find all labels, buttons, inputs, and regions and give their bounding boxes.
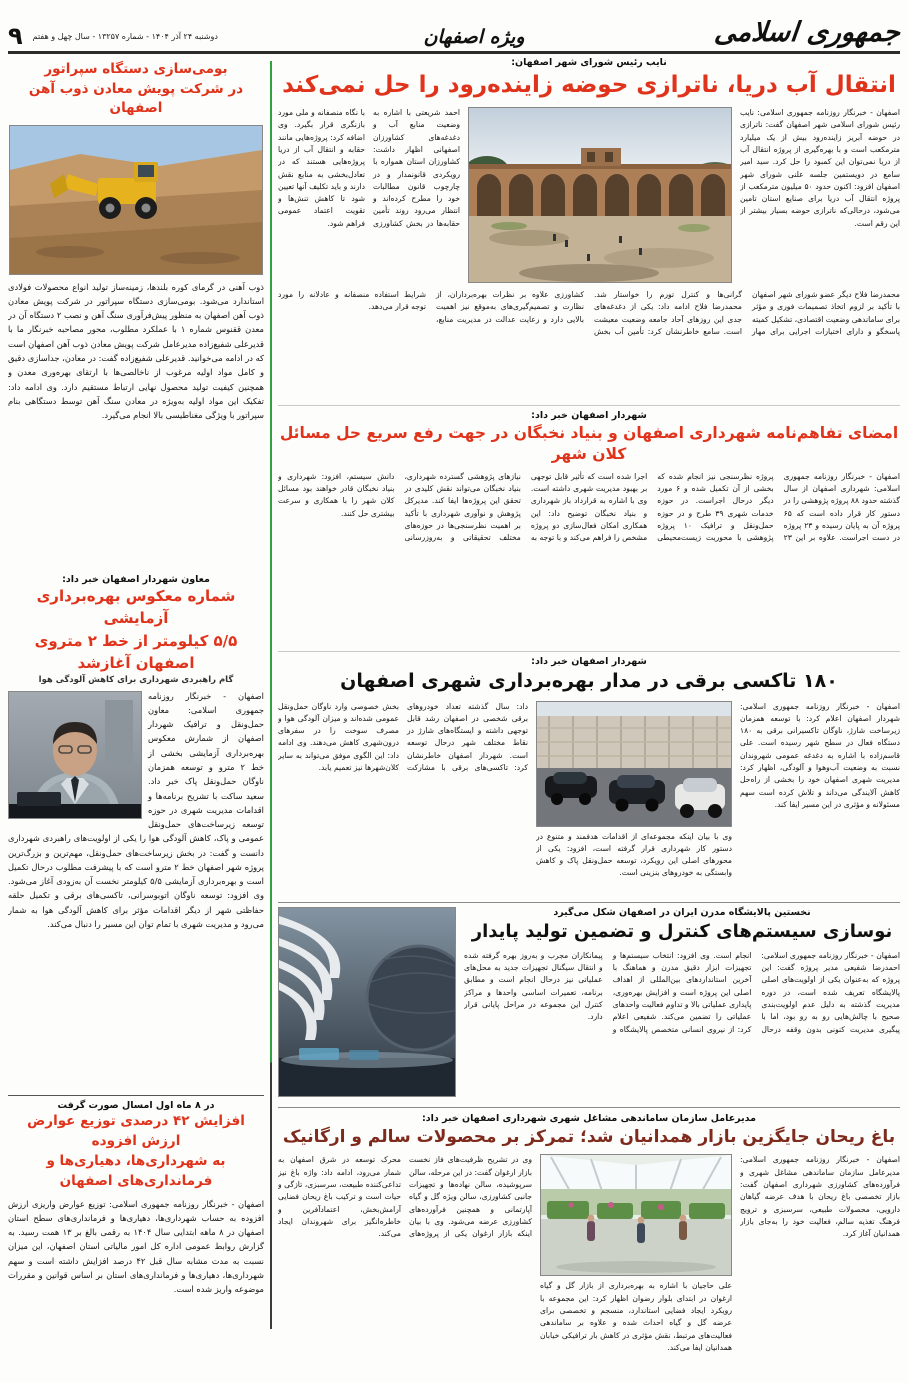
article-sea-water-transfer xyxy=(278,57,900,401)
article-body: ذوب آهنی در گرمای کوره بلندها، زمینه‌ساز تولید انواع محصولات فولادی استاندارد می‌شود. بومی‌سازی دستگاه سپراتور در شرکت پویش معادن ذوب آهن اصفهان به منظور پیش‌فرآوری سنگ آهن و نصب ۲ دستگاه آن در معدن ققنوس شماره ۱ با عملکرد مطلوب، محور مصاحبه خبرنگار ما با قدیرعلی شفیع‌زاده مدیرعامل شرکت پویش معادن ذوب آهن اصفهان است که در ادامه می‌خوانید. قدیرعلی شفیع‌زاده گفت: در معادن، جداسازی دقیق و کامل مواد اولیه مرغوب از ناخالصی‌ها با ارتقای بهره‌وری معدن و همچنین کیفیت تولید محصول نهایی ارتباط مستقیم دارد. وی ادامه داد: تفکیک این مواد اولیه به‌ویژه در معادن سنگ آهن توسط دستگاهی بنام سپراتور با ویژگی مغناطیسی بالا انجام می‌گیرد. xyxy=(8,281,264,421)
photo-electric-taxis xyxy=(536,701,732,827)
photo-khaju-bridge xyxy=(468,107,732,283)
article-body: داد: سال گذشته تعداد خودروهای برقی شخصی در اصفهان رشد قابل توجهی داشته و ایستگاه‌های شارژ در نقاط مختلف شهر درحال توسعه است. شهردار اصفهان خاطرنشان کرد: تاکسی‌های برقی با مشارکت بخش خصوصی وارد ناوگان حمل‌ونقل عمومی شده‌اند و میزان آلودگی هوا و مصرف سوخت را در سفرهای درون‌شهری کاهش می‌دهند. وی ادامه داد: این الگوی موفق می‌تواند به سایر کلان‌شهرها نیز تعمیم یابد. xyxy=(278,701,528,773)
article-divider xyxy=(278,651,900,652)
photo-wheel-loader xyxy=(9,125,263,275)
article-headline xyxy=(8,1111,264,1192)
page-header xyxy=(8,2,900,54)
article-kicker: مدیرعامل سازمان ساماندهی مشاغل شهری شهرداری اصفهان خبر داد: xyxy=(421,1112,757,1124)
photo-greenhouse-market xyxy=(540,1154,732,1276)
article-body: وی در تشریح ظرفیت‌های فاز نخست بازار ارغوان گفت: در این مرحله، سالن سرپوشیده، سالن نهاده‌ها و تجهیزات جانبی کشاورزی، سالن ویژه گل و گیاه آپارتمانی و همچنین فرآورده‌های کشاورزی عرضه می‌شود. وی با بیان اینکه بازار ارغوان یکی از پروژه‌های محرک توسعه در شرق اصفهان به شمار می‌رود، ادامه داد: واژه باغ نیز تداعی‌کننده طبیعت، سرسبزی، تازگی و حیات است و ترکیب باغ ریحان فضایی آرامش‌بخش، اعتمادآفرین و خاطره‌انگیز برای شهروندان ایجاد می‌کند. xyxy=(278,1155,532,1239)
main-section xyxy=(278,57,900,1352)
article-headline xyxy=(8,585,264,675)
article-headline xyxy=(8,57,264,119)
article-body: اصفهان - خبرنگار روزنامه جمهوری اسلامی: توزیع عوارض واریزی ارزش افزوده به حساب شهرداری‌ها، دهیاری‌ها و فرمانداری‌های سطح استان اصفهان در ۸ ماهه ابتدایی سال ۱۴۰۴ به رقمی بالغ بر ۱۳ همت رسید. به گزارش روابط عمومی اداره کل امور مالیاتی استان اصفهان، این میزان نسبت به مدت مشابه سال قبل ۴۲ درصد افزایش داشته است و سهم شهرداری‌ها، دهیاری‌ها و فرمانداری‌های استان بر اساس قوانین و مقررات موضوعه واریز شده است. xyxy=(8,1198,264,1295)
headline-line-1: شماره معکوس بهره‌برداری آزمایشی xyxy=(36,586,236,628)
article-kicker: در ۸ ماه اول امسال صورت گرفت xyxy=(57,1099,215,1111)
article-body: اصفهان - خبرنگار روزنامه جمهوری اسلامی: نایب رئیس شورای اسلامی شهر اصفهان گفت: ناترازی در حوضه آبریز زاینده‌رود بیش از یک میلیارد مترمکعب است و با بهره‌گیری از پروژه انتقال آب از دریا نمی‌توان این کمبود را حل کرد. سید امیر سامع در دویستمین جلسه علنی شورای شهر اصفهان افزود: اکنون حدود ۵۰ میلیون مترمکعب از پروژه انتقال آب دریا برای صنایع استان تامین می‌شود، درحالی‌که ناترازی حوضه بسیار بیشتر از این رقم است. xyxy=(740,108,900,228)
headline-line-2: به شهرداری‌ها، دهیاری‌ها و فرمانداری‌های اصفهان xyxy=(46,1153,226,1190)
article-kicker: معاون شهردار اصفهان خبر داد: xyxy=(62,573,210,585)
article-kicker: نخستین پالایشگاه مدرن ایران در اصفهان شکل می‌گیرد xyxy=(553,906,811,918)
article-kicker: شهردار اصفهان خبر داد: xyxy=(531,410,647,422)
article-body-wrap xyxy=(8,689,264,1089)
headline-line-2: در شرکت پویش معادن ذوب آهن اصفهان xyxy=(28,80,244,117)
article-body: احمد شریعتی با اشاره به وضعیت منابع آب و دغدغه‌های کشاورزان اصفهانی اظهار داشت: کشاورزان استان همواره با رویکردی قانونمدار و در چارچوب قانون مطالبات خود را مطرح کرده‌اند و انتظار می‌رود روند تأمین حقابه‌ها در بخش کشاورزی با نگاه منصفانه و ملی مورد بازنگری قرار بگیرد. وی اضافه کرد: پروژه‌هایی مانند حقابه و انتقال آب از دریا پروژه‌هایی هستند که در تعادل‌بخشی به منابع نقش دارند و باید تکلیف آنها تعیین شود تا کاهش تنش‌ها و تقویت اعتماد عمومی فراهم شود. xyxy=(278,108,460,228)
article-body: وی با بیان اینکه مجموعه‌ای از اقدامات هدفمند و متنوع در دستور کار شهرداری قرار گرفته است، افزود: یکی از محورهای اصلی این رویکرد، توسعه حمل‌ونقل پاک و کاهش وابستگی به خودروهای بنزینی است. xyxy=(536,831,732,878)
section-title: ویژه اصفهان xyxy=(423,26,525,48)
headline-line-1: افزایش ۴۲ درصدی توزیع عوارض ارزش افزوده xyxy=(27,1112,245,1149)
article-vat-distribution-increase xyxy=(8,1095,264,1383)
article-body: اصفهان - خبرنگار روزنامه جمهوری اسلامی: احمدرضا شفیعی مدیر پروژه گفت: این پروژه که به‌عنوان یکی از اولویت‌های اصلی پالایشگاه تعریف شده است، در دوره مدیریت گذشته به دلیل عدم اولویت‌بندی صحیح با چالش‌هایی رو به رو بود، اما با پیگیری مدیریت کنونی بدون وقفه درحال انجام است. وی افزود: انتخاب سیستم‌ها و تجهیزات ابزار دقیق مدرن و هماهنگ با آخرین استانداردهای بین‌المللی از اهداف اصلی این پروژه است و افزایش بهره‌وری، پایداری عملیاتی بالا و تداوم فعالیت واحدهای عملیاتی را تضمین می‌کند. شفیعی اعلام کرد: از نیروی انسانی متخصص پالایشگاه و پیمانکاران مجرب و به‌روز بهره گرفته شده و انتقال سیگنال تجهیزات جدید به محل‌های عملیاتی نیز درحال انجام است و مطابق برنامه، تعمیرات اساسی واحدها و مراکز کنترل این مجموعه در مراحل پایانی قرار دارد. xyxy=(464,950,900,1034)
article-separator-localization xyxy=(8,57,264,566)
article-photo-column xyxy=(536,701,732,897)
article-body: اصفهان - خبرنگار روزنامه جمهوری اسلامی: شهردار اصفهان اعلام کرد: با توسعه همزمان زیرساخت شارژ، ناوگان تاکسیرانی برقی به ۱۸۰ دستگاه فعال در سطح شهر رسیده است. علی قاسم‌زاده با اشاره به دغدغه عمومی شهروندان نسبت به وضعیت آب‌وهوا و آلودگی، اظهار کرد: مدیریت شهری اصفهان خود را بخشی از راه‌حل کاهش آلایندگی می‌داند و تلاش کرده است سهم مسئولانه و مؤثری در این مسیر ایفا کند. xyxy=(740,701,900,809)
column-divider xyxy=(270,61,272,1329)
photo-control-room xyxy=(278,907,456,1097)
side-section xyxy=(8,57,264,1329)
article-body: اصفهان - خبرنگار روزنامه جمهوری اسلامی: معاون حمل‌ونقل و ترافیک شهردار اصفهان از شمارش معکوس بهره‌برداری آزمایشی بخشی از خط ۲ مترو و توسعه همزمان ناوگان حمل‌ونقل پاک خبر داد. سعید ساکت با تشریح برنامه‌ها و اقدامات مدیریت شهری در حوزه توسعه زیرساخت‌های حمل‌ونقل عمومی و پاک، کاهش آلودگی هوا را یکی از اولویت‌های راهبردی شهرداری دانست و گفت: در بخش زیرساخت‌های حمل‌ونقل، مهم‌ترین و بزرگ‌ترین پروژه شهر اصفهان خط ۲ مترو است که با پیشرفت مطلوب درحال تکمیل است و بهره‌برداری آزمایشی ۵/۵ کیلومتر نخست آن به‌زودی آغاز می‌شود. وی افزود: توسعه ناوگان اتوبوسرانی، تاکسی‌های برقی و تکمیل حلقه حفاظتی شهر از دیگر اقدامات مؤثر برای کاهش آلودگی هوا به شمار می‌رود و مدیریت شهری با تمام توان این مسیر را دنبال می‌کند. xyxy=(8,690,264,929)
article-electric-taxis xyxy=(278,656,900,897)
article-body-row xyxy=(278,701,900,897)
photo-deputy-mayor-portrait xyxy=(8,691,142,819)
article-main xyxy=(464,907,900,1103)
header-meta xyxy=(8,24,258,48)
headline-line-1: بومی‌سازی دستگاه سپراتور xyxy=(44,61,228,77)
article-body-row xyxy=(278,1154,900,1354)
article-body-row xyxy=(278,107,900,283)
article-headline: ۱۸۰ تاکسی برقی در مدار بهره‌برداری شهری اصفهان xyxy=(340,669,838,692)
article-photo-column xyxy=(540,1154,732,1354)
article-metro-line2-countdown xyxy=(8,574,264,1089)
newspaper-masthead: جمهوری اسلامی xyxy=(712,17,902,48)
headline-line-2: ۵/۵ کیلومتر از خط ۲ متروی اصفهان آغازشد xyxy=(34,631,238,673)
article-refinery-control-systems xyxy=(278,902,900,1108)
article-headline: باغ ریحان جایگزین بازار همدانیان شد؛ تمرکز بر محصولات سالم و ارگانیک xyxy=(282,1126,896,1147)
article-basil-garden-market xyxy=(278,1113,900,1355)
article-body: اصفهان - خبرنگار روزنامه جمهوری اسلامی: مدیرعامل سازمان ساماندهی مشاغل شهری و فرآورده‌های کشاورزی شهرداری اصفهان گفت: بازار تخصصی باغ ریحان با هدف عرضه گیاهان دارویی، محصولات طبیعی، سرسبزی و ترویج فرهنگ تغذیه سالم، فعالیت خود را به‌جای بازار همدانیان آغاز کرد. xyxy=(740,1155,900,1239)
article-subkicker: گام راهبردی شهرداری برای کاهش آلودگی هوا xyxy=(38,674,234,685)
page-number: ۹ xyxy=(8,22,23,50)
article-mou-elites-foundation xyxy=(278,410,900,647)
article-kicker: نایب رئیس شورای شهر اصفهان: xyxy=(511,57,667,68)
article-body: اصفهان - خبرنگار روزنامه جمهوری اسلامی: شهرداری اصفهان از سال گذشته حدود ۸۸ پروژه پژوهشی را در دستور کار قرار داده است که ۶۵ پروژه آن به پایان رسیده و ۲۳ پروژه در دست اجراست. علاوه بر این ۲۳ پروژه نظرسنجی نیز انجام شده که بخشی از آن تکمیل شده و ۶ مورد دیگر درحال اجراست. در حوزه خدمات شهری ۳۹ طرح و در حوزه حمل‌ونقل و ترافیک ۱۰ پروژه پژوهشی با محوریت زیست‌محیطی اجرا شده است که تأثیر قابل توجهی بر بهبود مدیریت شهری داشته است. وی با اشاره به قرارداد باز شهرداری و بنیاد نخبگان توضیح داد: این همکاری امکان فعال‌سازی دو پروژه مشخص را فراهم می‌کند و با توجه به نیازهای پژوهشی گسترده شهرداری، بنیاد نخبگان می‌تواند نقش کلیدی در تحقق این پروژه‌ها ایفا کند. مدیرکل پژوهش و نوآوری شهرداری با تأکید بر اهمیت نظرسنجی‌ها در حوزه‌های مختلف تحقیقاتی و به‌روزرسانی دانش سیستم، افزود: شهرداری و بنیاد نخبگان قادر خواهند بود مسائل کلان شهر را با همکاری و سرعت بیشتری حل کنند. xyxy=(278,471,900,543)
newspaper-page xyxy=(8,0,902,1352)
article-headline: انتقال آب دریا، ناترازی حوضه زاینده‌رود را حل نمی‌کند xyxy=(282,72,896,98)
article-body: محمدرضا فلاح دیگر عضو شورای شهر اصفهان با تأکید بر لزوم اتخاذ تصمیمات فوری و مؤثر برای ساماندهی وضعیت اقتصادی، تشکیل کمیته پاسخگو و دارای اختیارات اجرایی برای مهار گرانی‌ها و کنترل تورم را خواستار شد. محمدرضا فلاح ادامه داد: یکی از دغدغه‌های جدی این روزهای آحاد جامعه وضعیت معیشت است. سامع خاطرنشان کرد: تأمین آب بخش کشاورزی علاوه بر نظرات بهره‌برداران، از نظارت و تصمیم‌گیری‌های به‌موقع نیز اهمیت بالایی دارد و رعایت عدالت در مدیریت منابع، شرایط استفاده منصفانه و عادلانه را مورد توجه قرار می‌دهد. xyxy=(278,290,900,336)
article-kicker: شهردار اصفهان خبر داد: xyxy=(531,655,647,667)
article-divider xyxy=(278,405,900,406)
article-headline: امضای تفاهم‌نامه شهرداری اصفهان و بنیاد نخبگان در جهت رفع سریع حل مسائل کلان شهر xyxy=(279,424,899,463)
article-body: علی حاجیان با اشاره به بهره‌برداری از بازار گل و گیاه ارغوان در ابتدای بلوار رضوان اظهار کرد: این مجموعه با رویکرد ایجاد فضایی استاندارد، منسجم و تخصصی برای عرضه گل و گیاه احداث شده و علاوه بر ساماندهی فعالیت‌های مرتبط، نقش مؤثری در کاهش بار ترافیکی خیابان همدانیان ایفا می‌کند. xyxy=(540,1281,732,1352)
page-body xyxy=(8,57,900,1352)
article-headline: نوسازی سیستم‌های کنترل و تضمین تولید پایدار xyxy=(471,920,893,942)
dateline: دوشنبه ۲۴ آذر ۱۴۰۴ - شماره ۱۳۲۵۷ - سال چهل و هفتم xyxy=(32,31,218,41)
